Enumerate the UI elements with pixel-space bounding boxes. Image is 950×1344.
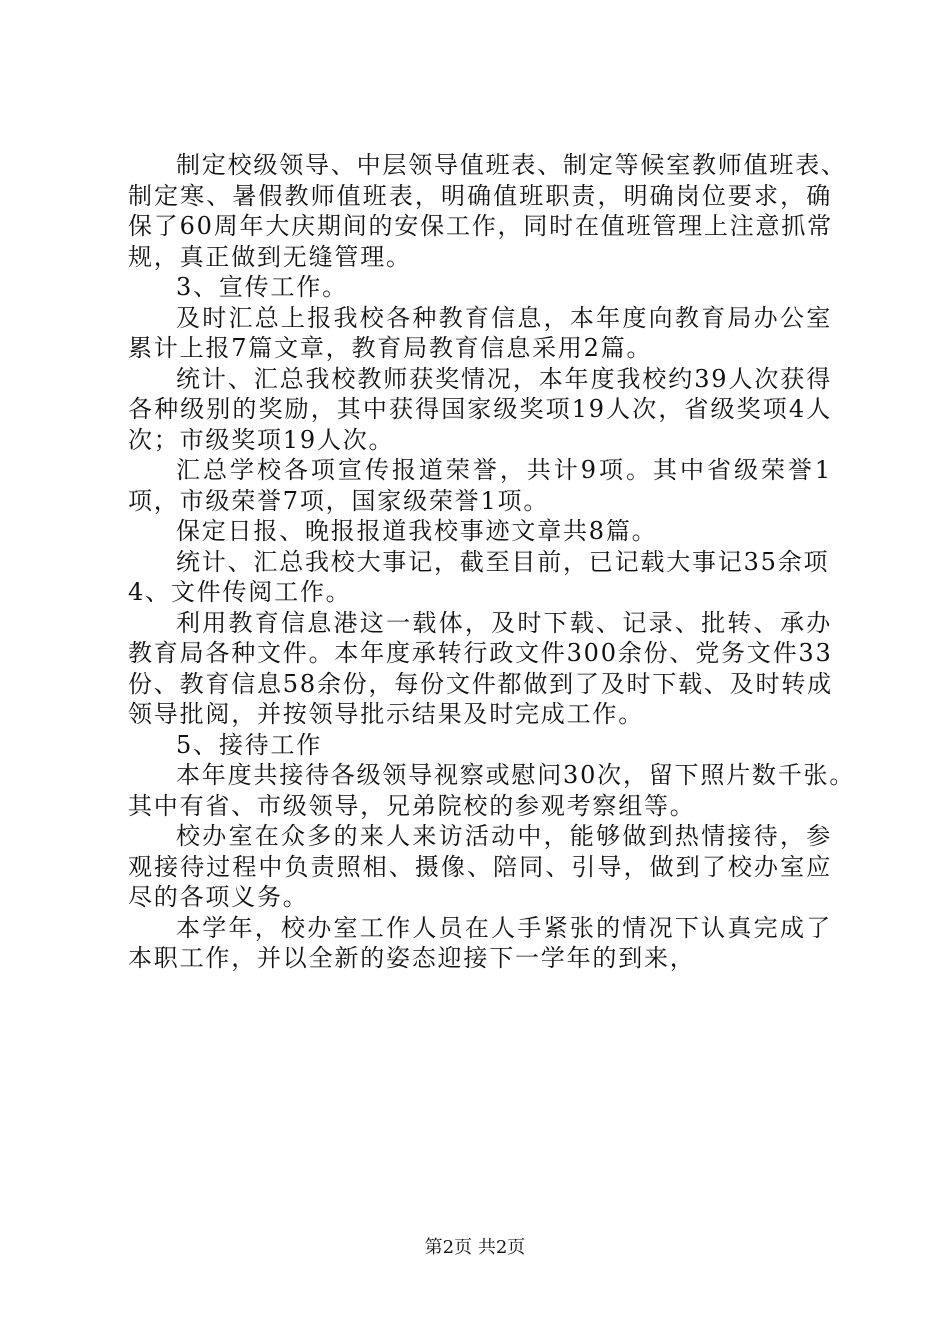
paragraph-line: 份、教育信息58余份，每份文件都做到了及时下载、及时转成 xyxy=(128,669,833,698)
section-heading: 5、接待工作 xyxy=(176,730,323,759)
paragraph-line: 教育局各种文件。本年度承转行政文件300余份、党务文件33 xyxy=(128,639,833,667)
page-number-footer: 第2页 共2页 xyxy=(424,1237,526,1258)
paragraph-line: 制定校级领导、中层领导值班表、制定等候室教师值班表、 xyxy=(176,151,847,179)
paragraph-line: 各种级别的奖励，其中获得国家级奖项19人次，省级奖项4人 xyxy=(128,395,832,423)
paragraph-line: 本年度共接待各级领导视察或慰问30次，留下照片数千张。 xyxy=(176,761,856,789)
paragraph-line: 项，市级荣誉7项，国家级荣誉1项。 xyxy=(128,486,550,515)
paragraph-line: 观接待过程中负责照相、摄像、陪同、引导，做到了校办室应 xyxy=(128,852,832,881)
paragraph-line: 尽的各项义务。 xyxy=(128,883,309,911)
section-heading: 3、宣传工作。 xyxy=(176,273,348,301)
paragraph-line: 统计、汇总我校教师获奖情况，本年度我校约39人次获得 xyxy=(176,364,832,393)
section-heading: 4、文件传阅工作。 xyxy=(128,578,352,606)
paragraph-line: 次；市级奖项19人次。 xyxy=(128,425,395,454)
paragraph-line: 累计上报7篇文章，教育局教育信息采用2篇。 xyxy=(128,334,653,362)
paragraph-line: 本学年，校办室工作人员在人手紧张的情况下认真完成了 xyxy=(176,913,832,942)
paragraph-line: 制定寒、暑假教师值班表，明确值班职责，明确岗位要求，确 xyxy=(128,181,832,210)
paragraph-line: 保了60周年大庆期间的安保工作，同时在值班管理上注意抓常 xyxy=(128,212,833,240)
paragraph-line: 规，真正做到无缝管理。 xyxy=(128,242,412,271)
paragraph-line: 利用教育信息港这一载体，及时下载、记录、批转、承办 xyxy=(176,608,832,637)
paragraph-line: 其中有省、市级领导，兄弟院校的参观考察组等。 xyxy=(128,791,696,820)
paragraph-line: 校办室在众多的来人来访活动中，能够做到热情接待，参 xyxy=(176,822,832,850)
paragraph-line: 及时汇总上报我校各种教育信息，本年度向教育局办公室 xyxy=(176,303,832,332)
paragraph-line: 统计、汇总我校大事记，截至目前，已记载大事记35余项 xyxy=(176,547,830,576)
document-body xyxy=(128,150,856,974)
paragraph-line: 本职工作，并以全新的姿态迎接下一学年的到来， xyxy=(128,944,696,972)
paragraph-line: 保定日报、晚报报道我校事迹文章共8篇。 xyxy=(176,517,658,545)
paragraph-line: 领导批阅，并按领导批示结果及时完成工作。 xyxy=(128,700,644,728)
paragraph-line: 汇总学校各项宣传报道荣誉，共计9项。其中省级荣誉1 xyxy=(176,456,832,484)
